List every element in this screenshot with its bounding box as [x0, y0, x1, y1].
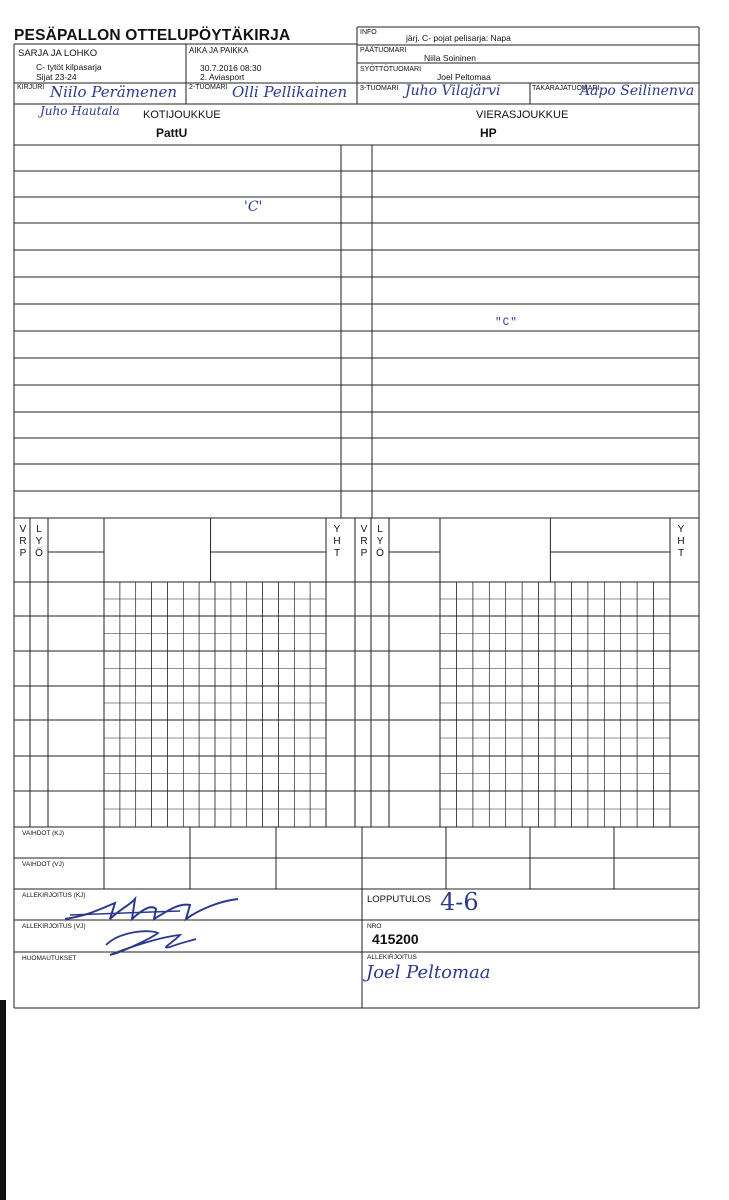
tuomari3-label: 3-TUOMARI [360, 85, 399, 92]
aika-label: AIKA JA PAIKKA [189, 46, 249, 55]
tuomari2-name: Olli Pellikainen [232, 83, 348, 101]
tuomari2-label: 2-TUOMARI [189, 84, 228, 91]
kirjuri-label: KIRJURI [17, 84, 45, 91]
away-team-label: VIERASJOUKKUE [476, 109, 569, 121]
sarja-value: C- tytöt kilpasarja [36, 62, 102, 72]
home-team-name: PattU [156, 126, 188, 140]
allekirjoitus-label: ALLEKIRJOITUS [367, 954, 417, 961]
huomautukset-label: HUOMAUTUKSET [22, 955, 77, 962]
away-team-name: HP [480, 126, 497, 140]
allekirjoitus-kj-label: ALLEKIRJOITUS (KJ) [22, 892, 86, 899]
extra-official-name: Juho Hautala [40, 104, 120, 118]
away-captain-mark: "C" [495, 317, 518, 329]
score-vrp-label: V R P [19, 524, 27, 559]
score-yht-label: Y H T [333, 524, 341, 559]
signature-vj [100, 925, 200, 959]
sarja-label: SARJA JA LOHKO [18, 48, 98, 59]
vaihdot-kj-label: VAIHDOT (KJ) [22, 830, 65, 837]
datetime-value: 30.7.2016 08:30 [200, 63, 262, 73]
lopputulos-value: 4-6 [440, 888, 479, 916]
score-lyo-label: L Y Ö [376, 524, 384, 559]
sarja-sijat: Sijat 23-24 [36, 72, 77, 82]
takara-label: TAKARAJATUOMARI [532, 85, 600, 92]
home-captain-mark: 'C' [244, 199, 263, 215]
score-vrp-label: V R P [360, 524, 368, 559]
home-team-label: KOTIJOUKKUE [143, 109, 221, 121]
place-value: 2. Aviasport [200, 72, 245, 82]
page-title: PESÄPALLON OTTELUPÖYTÄKIRJA [14, 27, 291, 44]
score-yht-label: Y H T [677, 524, 685, 559]
signature-kj [60, 895, 250, 925]
syotto-label: SYÖTTÖTUOMARI [360, 66, 422, 73]
nro-value: 415200 [372, 931, 419, 947]
lopputulos-label: LOPPUTULOS [367, 894, 431, 905]
vaihdot-vj-label: VAIHDOT (VJ) [22, 861, 65, 868]
kirjuri-name: Niilo Perämenen [50, 83, 178, 101]
syotto-value: Joel Peltomaa [437, 72, 491, 82]
nro-label: NRO [367, 923, 382, 930]
allekirjoitus-vj-label: ALLEKIRJOITUS (VJ) [22, 923, 86, 930]
scan-edge [0, 1000, 6, 1200]
score-lyo-label: L Y Ö [35, 524, 43, 559]
tuomari3-name: Juho Vilajärvi [405, 83, 501, 99]
info-value: järj. C- pojat pelisarja: Napa [406, 33, 511, 43]
takara-name: Aapo Seilinenva [580, 83, 695, 99]
info-label: INFO [360, 29, 377, 36]
paatuomari-value: Niila Soininen [424, 53, 476, 63]
allekirjoitus-name: Joel Peltomaa [366, 962, 491, 983]
paatuomari-label: PÄÄTUOMARI [360, 47, 407, 54]
